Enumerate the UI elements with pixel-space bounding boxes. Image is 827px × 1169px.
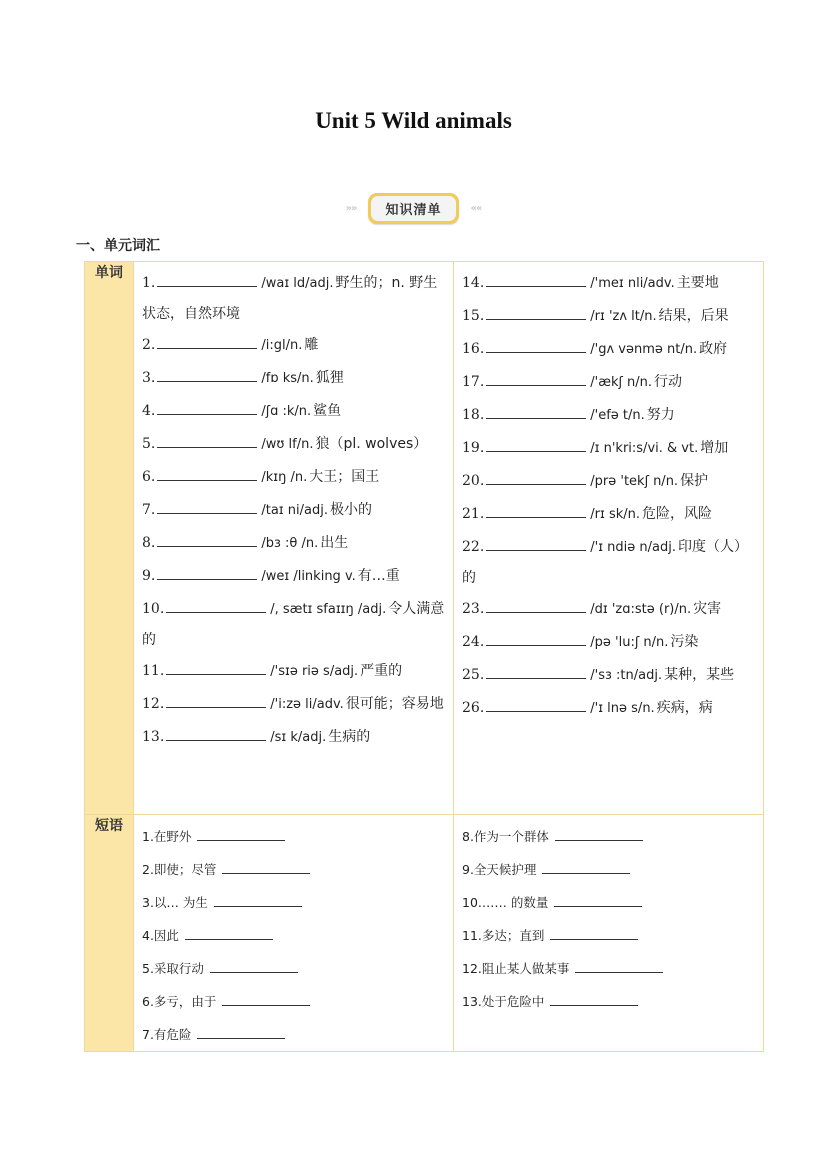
vocab-column-left [134, 262, 454, 815]
badge-label: 知识清单 [371, 196, 455, 221]
chevron-right-icon: »» [345, 202, 357, 214]
phrase-text: 12.阻止某人做某事 [462, 961, 570, 976]
answer-blank[interactable] [575, 960, 663, 973]
vocab-phonetic: /'ɪ ndiə n/adj. [590, 540, 676, 555]
answer-blank[interactable] [486, 305, 586, 320]
vocab-phonetic: /waɪ ld/adj. [261, 276, 334, 291]
answer-blank[interactable] [550, 927, 638, 940]
vocab-meaning: 增加 [700, 440, 729, 456]
phrase-item [142, 853, 445, 886]
answer-blank[interactable] [486, 536, 586, 551]
vocab-label: 单词 [85, 262, 134, 815]
vocab-phonetic: /prə 'tekʃ n/n. [590, 474, 679, 489]
answer-blank[interactable] [486, 338, 586, 353]
answer-blank[interactable] [550, 993, 638, 1006]
phrase-text: 1.在野外 [142, 829, 192, 844]
phrase-item [142, 985, 445, 1018]
vocab-number: 1. [142, 275, 156, 291]
answer-blank[interactable] [157, 334, 257, 349]
vocab-meaning: 某种，某些 [664, 667, 735, 683]
vocab-phonetic: /taɪ ni/adj. [261, 503, 328, 518]
answer-blank[interactable] [166, 693, 266, 708]
vocab-meaning: 努力 [646, 407, 675, 423]
phrase-row [85, 815, 764, 1052]
vocab-meaning: 出生 [320, 535, 349, 551]
vocab-number: 16. [462, 341, 485, 357]
vocab-number: 26. [462, 700, 485, 716]
vocab-number: 10. [142, 601, 165, 617]
vocab-phonetic: /dɪ 'zɑ:stə (r)/n. [590, 602, 692, 617]
vocab-meaning: 污染 [670, 634, 699, 650]
vocab-number: 18. [462, 407, 485, 423]
answer-blank[interactable] [486, 404, 586, 419]
vocab-phonetic: /'sɜ :tn/adj. [590, 668, 663, 683]
vocab-number: 8. [142, 535, 156, 551]
vocab-item [142, 462, 445, 495]
vocab-phonetic: /, sætɪ sfaɪɪŋ /adj. [270, 602, 387, 617]
vocab-meaning: 印度（人）的 [462, 539, 748, 586]
vocab-meaning: 主要地 [676, 275, 719, 291]
vocab-number: 23. [462, 601, 485, 617]
vocab-number: 19. [462, 440, 485, 456]
vocab-number: 2. [142, 337, 156, 353]
vocab-number: 21. [462, 506, 485, 522]
vocab-phonetic: /pə 'lu:ʃ n/n. [590, 635, 669, 650]
answer-blank[interactable] [222, 993, 310, 1006]
vocab-phonetic: /'gʌ vənmə nt/n. [590, 342, 698, 357]
vocab-phonetic: /'i:zə li/adv. [270, 697, 344, 712]
vocab-number: 14. [462, 275, 485, 291]
vocab-number: 13. [142, 729, 165, 745]
answer-blank[interactable] [197, 1026, 285, 1039]
vocab-item [142, 656, 445, 689]
vocab-item [142, 429, 445, 462]
vocab-item [462, 400, 755, 433]
vocab-meaning: 狐狸 [315, 370, 344, 386]
section-heading: 一、单元词汇 [76, 238, 160, 254]
vocab-phonetic: /rɪ 'zʌ lt/n. [590, 309, 657, 324]
answer-blank[interactable] [157, 272, 257, 287]
phrase-text: 5.采取行动 [142, 961, 204, 976]
vocab-number: 11. [142, 663, 165, 679]
vocab-phonetic: /i:gl/n. [261, 338, 303, 353]
vocab-item [462, 660, 755, 693]
phrase-text: 11.多达；直到 [462, 928, 545, 943]
answer-blank[interactable] [197, 828, 285, 841]
page-title: Unit 5 Wild animals [315, 108, 512, 133]
phrase-item [142, 919, 445, 952]
phrase-item [142, 1018, 445, 1051]
vocab-phonetic: /sɪ k/adj. [270, 730, 327, 745]
phrase-text: 6.多亏，由于 [142, 994, 217, 1009]
answer-blank[interactable] [214, 894, 302, 907]
vocab-meaning: 结果，后果 [658, 308, 729, 324]
answer-blank[interactable] [486, 598, 586, 613]
phrase-text: 10.…… 的数量 [462, 895, 549, 910]
phrase-item [462, 853, 755, 886]
vocab-item [142, 330, 445, 363]
phrase-text: 9.全天候护理 [462, 862, 537, 877]
vocab-meaning: 野生的；n. 野生状态，自然环境 [142, 275, 438, 322]
phrase-list-left [134, 815, 453, 1051]
vocab-meaning: 行动 [654, 374, 683, 390]
answer-blank[interactable] [486, 697, 586, 712]
phrase-text: 7.有危险 [142, 1027, 192, 1042]
vocab-meaning: 严重的 [360, 663, 403, 679]
phrase-text: 3.以… 为生 [142, 895, 208, 910]
vocab-phonetic: /fɒ ks/n. [261, 371, 314, 386]
answer-blank[interactable] [542, 861, 630, 874]
phrase-column-left [134, 815, 454, 1052]
vocab-item [142, 594, 445, 656]
vocab-number: 17. [462, 374, 485, 390]
answer-blank[interactable] [166, 598, 266, 613]
vocab-item [462, 301, 755, 334]
section-badge-row [0, 192, 827, 224]
answer-blank[interactable] [166, 726, 266, 741]
vocab-item [142, 561, 445, 594]
vocab-item [142, 495, 445, 528]
phrase-item [462, 820, 755, 853]
vocab-meaning: 极小的 [329, 502, 372, 518]
answer-blank[interactable] [157, 367, 257, 382]
vocab-item [142, 268, 445, 330]
vocab-phonetic: /ɪ n'kri:s/vi. & vt. [590, 441, 699, 456]
phrase-list-right [454, 815, 763, 1018]
vocab-meaning: 鲨鱼 [313, 403, 342, 419]
vocab-item [462, 268, 755, 301]
answer-blank[interactable] [486, 371, 586, 386]
vocab-number: 3. [142, 370, 156, 386]
vocab-item [462, 532, 755, 594]
vocab-item [462, 433, 755, 466]
answer-blank[interactable] [185, 927, 273, 940]
answer-blank[interactable] [486, 437, 586, 452]
phrase-item [462, 886, 755, 919]
answer-blank[interactable] [486, 470, 586, 485]
phrase-column-right [454, 815, 764, 1052]
answer-blank[interactable] [157, 499, 257, 514]
chevron-left-icon: «« [470, 202, 482, 214]
vocab-item [462, 499, 755, 532]
vocab-meaning: 令人满意的 [142, 601, 445, 648]
phrase-item [142, 886, 445, 919]
vocab-column-right [454, 262, 764, 815]
vocab-meaning: 大王；国王 [309, 469, 380, 485]
answer-blank[interactable] [486, 503, 586, 518]
vocab-meaning: 生病的 [328, 729, 371, 745]
vocab-item [462, 693, 755, 726]
vocab-meaning: 政府 [699, 341, 728, 357]
vocab-item [462, 367, 755, 400]
vocab-phonetic: /'meɪ nli/adv. [590, 276, 675, 291]
answer-blank[interactable] [157, 532, 257, 547]
answer-blank[interactable] [210, 960, 298, 973]
vocab-number: 6. [142, 469, 156, 485]
phrase-item [142, 820, 445, 853]
vocab-phonetic: /'sɪə riə s/adj. [270, 664, 359, 679]
vocab-phonetic: /ʃɑ :k/n. [261, 404, 312, 419]
vocab-phonetic: /wʊ lf/n. [261, 437, 314, 452]
answer-blank[interactable] [157, 466, 257, 481]
answer-blank[interactable] [157, 565, 257, 580]
phrase-item [462, 952, 755, 985]
vocab-meaning: 很可能；容易地 [345, 696, 444, 712]
phrase-text: 8.作为一个群体 [462, 829, 549, 844]
vocab-phonetic: /rɪ sk/n. [590, 507, 641, 522]
phrase-item [462, 985, 755, 1018]
answer-blank[interactable] [222, 861, 310, 874]
knowledge-list-badge [368, 193, 458, 224]
vocab-phonetic: /bɜ :θ /n. [261, 536, 319, 551]
answer-blank[interactable] [486, 272, 586, 287]
vocab-number: 12. [142, 696, 165, 712]
phrase-label: 短语 [85, 815, 134, 1052]
vocab-row [85, 262, 764, 815]
answer-blank[interactable] [554, 894, 642, 907]
vocab-number: 7. [142, 502, 156, 518]
phrase-text: 13.处于危险中 [462, 994, 545, 1009]
vocab-meaning: 灾害 [693, 601, 722, 617]
vocab-number: 25. [462, 667, 485, 683]
vocab-phonetic: /'efə t/n. [590, 408, 645, 423]
vocab-meaning: 狼（pl. wolves） [315, 436, 428, 452]
vocab-list-left [134, 262, 453, 755]
vocab-phonetic: /kɪŋ /n. [261, 470, 308, 485]
vocab-item [462, 594, 755, 627]
vocab-number: 4. [142, 403, 156, 419]
vocab-list-right [454, 262, 763, 726]
vocab-item [142, 722, 445, 755]
phrase-text: 2.即使；尽管 [142, 862, 217, 877]
answer-blank[interactable] [157, 400, 257, 415]
vocab-item [462, 466, 755, 499]
vocab-item [142, 396, 445, 429]
answer-blank[interactable] [486, 631, 586, 646]
vocab-number: 5. [142, 436, 156, 452]
vocab-number: 9. [142, 568, 156, 584]
phrase-text: 4.因此 [142, 928, 179, 943]
answer-blank[interactable] [486, 664, 586, 679]
vocab-number: 20. [462, 473, 485, 489]
vocab-item [142, 689, 445, 722]
vocab-number: 15. [462, 308, 485, 324]
vocab-item [142, 528, 445, 561]
vocab-item [142, 363, 445, 396]
vocab-meaning: 有…重 [357, 568, 400, 584]
vocabulary-table [84, 261, 764, 1052]
vocab-phonetic: /'ɪ lnə s/n. [590, 701, 655, 716]
vocab-number: 24. [462, 634, 485, 650]
vocab-meaning: 雕 [304, 337, 319, 353]
vocab-item [462, 334, 755, 367]
vocab-item [462, 627, 755, 660]
vocab-meaning: 疾病，病 [656, 700, 713, 716]
answer-blank[interactable] [555, 828, 643, 841]
vocab-meaning: 危险，风险 [642, 506, 713, 522]
phrase-item [142, 952, 445, 985]
answer-blank[interactable] [166, 660, 266, 675]
vocab-phonetic: /weɪ /linking v. [261, 569, 356, 584]
vocab-phonetic: /'ækʃ n/n. [590, 375, 653, 390]
answer-blank[interactable] [157, 433, 257, 448]
phrase-item [462, 919, 755, 952]
vocab-meaning: 保护 [680, 473, 709, 489]
vocab-number: 22. [462, 539, 485, 555]
